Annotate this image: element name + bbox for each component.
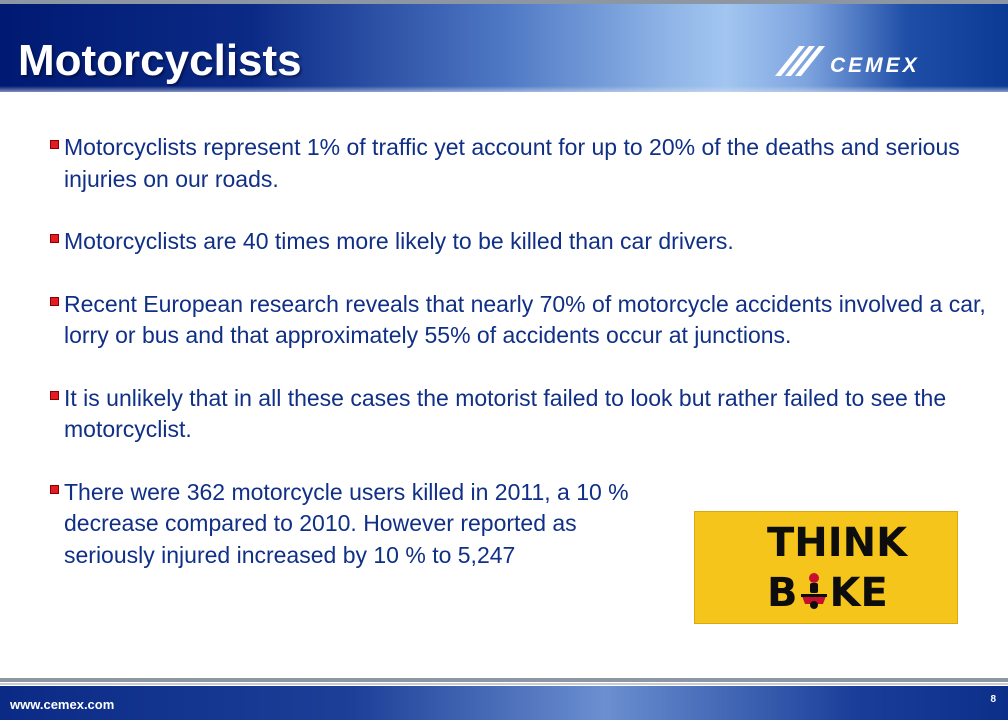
bullet-square-icon: [50, 140, 59, 149]
header-banner: [0, 4, 1008, 92]
footer-rule: [0, 678, 1008, 682]
bullet-square-icon: [50, 297, 59, 306]
bullet-item: [50, 289, 1000, 352]
bullet-square-icon: [50, 391, 59, 400]
footer-bar: [0, 686, 1008, 720]
motorcyclist-icon: [799, 572, 829, 610]
footer-rule-light: [0, 683, 1008, 685]
page-number: 8: [990, 694, 996, 705]
cemex-logo: [775, 42, 935, 84]
bullet-text: Motorcyclists represent 1% of traffic yet account for up to 20% of the deaths and serious injuries on our roads.: [64, 134, 960, 192]
bullet-item: [50, 383, 1000, 446]
bullet-item: [50, 226, 1000, 258]
think-bike-letters-ke: KE: [829, 570, 888, 616]
cemex-logo-icon: [775, 42, 831, 84]
bullet-text: There were 362 motorcycle users killed in 2011, a 10 % decrease compared to 2010. However reported as seriously injured increased by 10 % to 5,247: [64, 478, 629, 568]
bullet-item: [50, 132, 1000, 195]
think-bike-line2: [767, 570, 888, 616]
bullet-item: [50, 477, 659, 572]
think-bike-letter-b: B: [767, 570, 798, 616]
think-bike-image: [694, 511, 958, 624]
bullet-square-icon: [50, 234, 59, 243]
cemex-logo-text: CEMEX: [830, 54, 920, 77]
bullet-text: Motorcyclists are 40 times more likely to be killed than car drivers.: [64, 228, 734, 254]
slide-title: Motorcyclists: [18, 36, 302, 85]
bullet-text: It is unlikely that in all these cases the motorist failed to look but rather failed to see the motorcyclist.: [64, 384, 947, 442]
bullet-square-icon: [50, 485, 59, 494]
bullet-text: Recent European research reveals that nearly 70% of motorcycle accidents involved a car, lorry or bus and that approximately 55% of accidents occur at junctions.: [64, 290, 986, 348]
footer-url: www.cemex.com: [10, 697, 115, 712]
think-bike-line1: THINK: [767, 520, 908, 566]
